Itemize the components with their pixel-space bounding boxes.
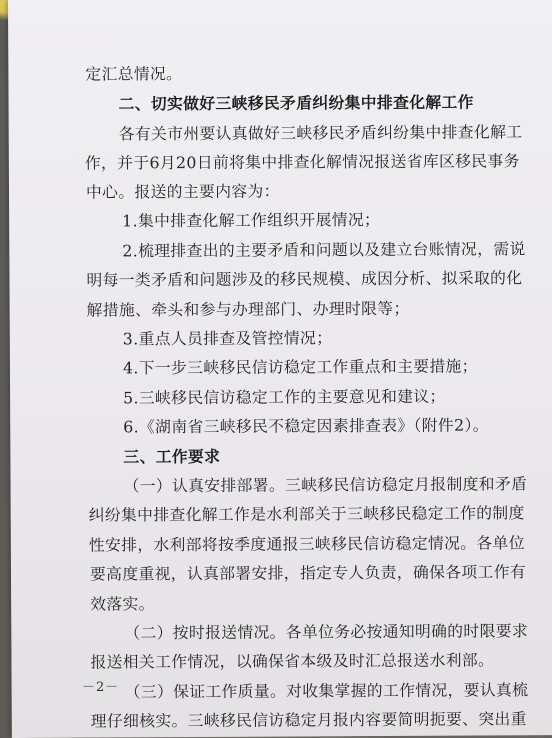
text-line-18: 要高度重视，认真部署安排，指定专人负责，确保各项工作有 — [89, 562, 527, 584]
text-line-9: 解措施、牵头和参与办理部门、办理时限等； — [86, 298, 410, 320]
text-line-19: 效落实。 — [90, 594, 155, 614]
list-item-6: 6.《湖南省三峡移民不稳定因素排查表》（附件2）。 — [123, 415, 489, 437]
text-line-8: 明每一类矛盾和问题涉及的移民规模、成因分析、拟采取的化 — [86, 268, 523, 290]
text-line-4: 作，并于6月20日前将集中排查化解情况报送省库区移民事务 — [84, 151, 520, 173]
text-line-23: 理仔细核实。三峡移民信访稳定月报内容要简明扼要、突出重 — [90, 709, 527, 731]
text-line-17: 性安排，水利部将按季度通报三峡移民信访稳定情况。各单位 — [88, 533, 525, 555]
text-line-5: 中心。报送的主要内容为： — [85, 181, 280, 202]
text-line-1: 定汇总情况。 — [85, 64, 183, 84]
list-item-3: 3.重点人员排查及管控情况； — [122, 328, 333, 349]
list-item-1: 1.集中排查化解工作组织开展情况； — [122, 210, 381, 231]
text-line-16: 纠纷集中排查化解工作是水利部关于三峡移民稳定工作的制度 — [88, 503, 525, 525]
list-item-2: 2.梳理排查出的主要矛盾和问题以及建立台账情况，需说 — [122, 239, 526, 261]
text-line-21: 报送相关工作情况，以确保省本级及时汇总报送水利部。 — [90, 650, 495, 672]
list-item-4: 4.下一步三峡移民信访稳定工作重点和主要措施； — [122, 356, 478, 378]
section-heading-3: 三、工作要求 — [123, 446, 221, 467]
page-number: －2－ — [82, 680, 120, 695]
text-line-15: （一）认真安排部署。三峡移民信访稳定月报制度和矛盾 — [123, 474, 528, 496]
list-item-5: 5.三峡移民信访稳定工作的主要意见和建议； — [123, 386, 446, 408]
document-page — [8, 0, 552, 738]
text-line-22: （三）保证工作质量。对收集掌握的工作情况，要认真梳 — [124, 680, 529, 702]
text-line-3: 各有关市州要认真做好三峡移民矛盾纠纷集中排查化解工 — [118, 122, 523, 144]
section-heading-2: 二、切实做好三峡移民矛盾纠纷集中排查化解工作 — [118, 92, 474, 114]
text-line-20: （二）按时报送情况。各单位务必按通知明确的时限要求 — [124, 621, 529, 643]
